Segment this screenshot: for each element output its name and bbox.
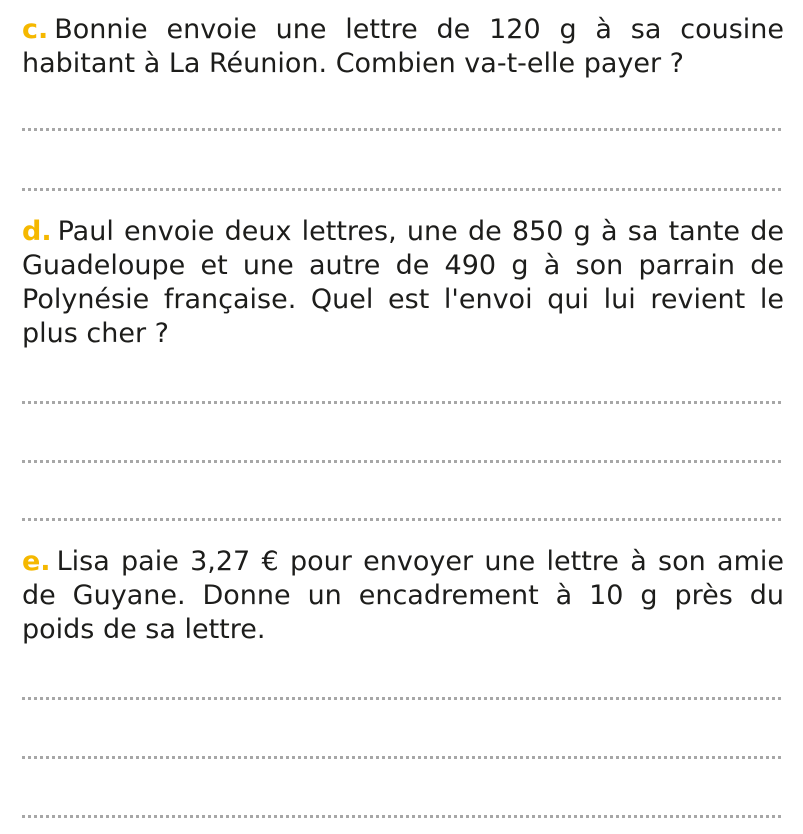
- question-letter: d.: [22, 216, 52, 247]
- question-e: [22, 545, 784, 647]
- question-d: [22, 215, 784, 351]
- answer-line[interactable]: [22, 697, 781, 700]
- question-text: Bonnie envoie une lettre de 120 g à sa cousine habitant à La Réunion. Combien va-t-elle payer ?: [22, 14, 784, 79]
- answer-line[interactable]: [22, 815, 781, 818]
- question-letter: e.: [22, 546, 51, 577]
- answer-line[interactable]: [22, 401, 781, 404]
- answer-line[interactable]: [22, 756, 781, 759]
- answer-line[interactable]: [22, 518, 781, 521]
- question-text: Lisa paie 3,27 € pour envoyer une lettre à son amie de Guyane. Donne un encadrement à 10 g près du poids de sa lettre.: [22, 546, 784, 645]
- question-text: Paul envoie deux lettres, une de 850 g à sa tante de Guadeloupe et une autre de 490 g à son parrain de Polynésie française. Quel est l'envoi qui lui revient le plus cher ?: [22, 216, 784, 349]
- question-letter: c.: [22, 14, 49, 45]
- answer-line[interactable]: [22, 188, 781, 191]
- question-c: [22, 13, 784, 81]
- answer-line[interactable]: [22, 460, 781, 463]
- answer-line[interactable]: [22, 128, 781, 131]
